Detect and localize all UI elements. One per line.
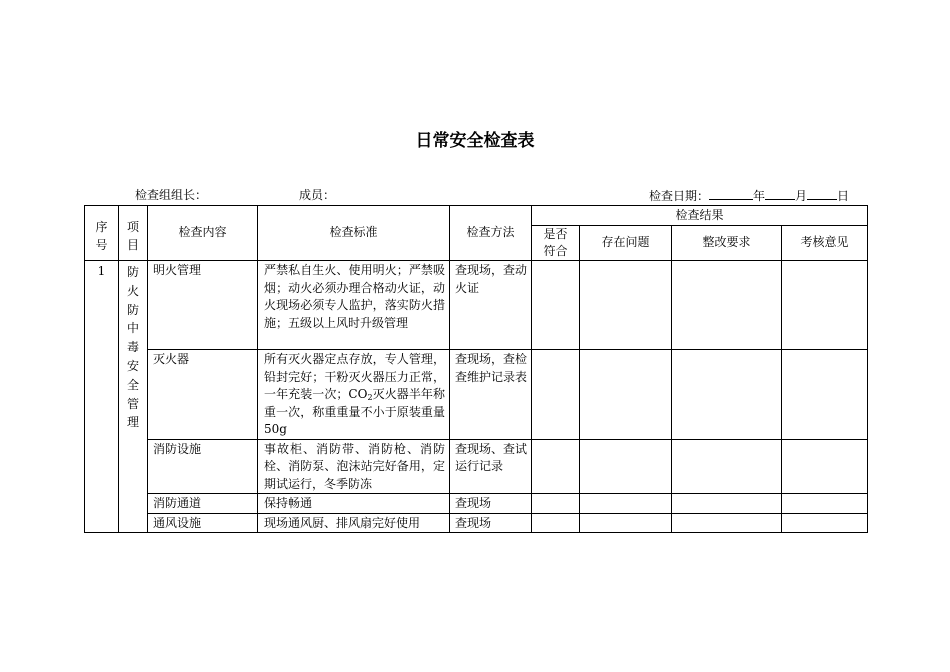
row-content: 消防设施 (148, 439, 258, 494)
rectify-cell[interactable] (672, 494, 782, 514)
problem-cell[interactable] (580, 494, 672, 514)
header-project (119, 206, 148, 261)
assess-cell[interactable] (782, 494, 868, 514)
section-seq: 1 (85, 261, 119, 533)
row-standard: 保持畅通 (258, 494, 450, 514)
inspection-table (84, 205, 868, 533)
row-standard (258, 350, 450, 440)
row-standard-subscript: 2 (367, 393, 373, 402)
header-rectify: 整改要求 (672, 226, 782, 261)
section-project-char: 防 (126, 302, 139, 317)
header-seq-char-1: 序 (95, 220, 108, 234)
header-conform-line-1: 是否 (543, 227, 568, 241)
row-method: 查现场 (450, 513, 532, 533)
row-content: 灭火器 (148, 350, 258, 440)
rectify-cell[interactable] (672, 513, 782, 533)
table-row (85, 439, 868, 494)
leader-field (135, 187, 207, 203)
date-label: 检查日期： (649, 189, 710, 203)
problem-cell[interactable] (580, 439, 672, 494)
row-method: 查现场，查动火证 (450, 261, 532, 350)
section-project-char: 安 (126, 358, 139, 373)
assess-cell[interactable] (782, 513, 868, 533)
problem-cell[interactable] (580, 350, 672, 440)
header-method: 检查方法 (450, 206, 532, 261)
section-project-char: 管 (126, 396, 139, 411)
row-method: 查现场 (450, 494, 532, 514)
rectify-cell[interactable] (672, 439, 782, 494)
rectify-cell[interactable] (672, 261, 782, 350)
year-blank (709, 187, 753, 200)
day-label: 日 (837, 189, 850, 203)
row-standard: 现场通风厨、排风扇完好使用 (258, 513, 450, 533)
header-project-char-1: 项 (126, 220, 139, 234)
table-row (85, 513, 868, 533)
conform-cell[interactable] (532, 513, 580, 533)
row-method: 查现场、查试运行记录 (450, 439, 532, 494)
row-content: 通风设施 (148, 513, 258, 533)
month-label: 月 (795, 189, 808, 203)
row-standard-part-a: 所有灭火器定点存放，专人管理，铅封完好；干粉灭火器压力正常，一年充装一次；CO (264, 352, 445, 401)
day-blank (807, 187, 837, 200)
row-content: 消防通道 (148, 494, 258, 514)
year-label: 年 (753, 189, 766, 203)
section-project-char: 理 (126, 415, 139, 430)
assess-cell[interactable] (782, 350, 868, 440)
header-row-1 (85, 206, 868, 226)
conform-cell[interactable] (532, 350, 580, 440)
row-method: 查现场，查检查维护记录表 (450, 350, 532, 440)
row-standard-part-b: 灭火器半年称重一次，称重重量不小于原装重量50g (264, 387, 445, 436)
conform-cell[interactable] (532, 261, 580, 350)
header-content: 检查内容 (148, 206, 258, 261)
table-row (85, 261, 868, 350)
section-project-char: 防 (126, 265, 139, 279)
section-project-char: 毒 (126, 340, 139, 355)
header-assess: 考核意见 (782, 226, 868, 261)
header-conform (532, 226, 580, 261)
month-blank (765, 187, 795, 200)
header-conform-line-2: 符合 (543, 244, 568, 258)
page-title: 日常安全检查表 (415, 131, 535, 151)
row-standard: 事故柜、消防带、消防枪、消防栓、消防泵、泡沫站完好备用，定期试运行，冬季防冻 (258, 439, 450, 494)
conform-cell[interactable] (532, 494, 580, 514)
header-seq-char-2: 号 (95, 238, 108, 252)
row-standard: 严禁私自生火、使用明火；严禁吸烟；动火必须办理合格动火证，动火现场必须专人监护，落实防火措施；五级以上风时升级管理 (258, 261, 450, 350)
section-project-char: 火 (126, 283, 139, 298)
leader-label: 检查组组长： (135, 188, 208, 202)
section-project-char: 中 (126, 321, 139, 336)
date-field (649, 187, 849, 204)
section-project-char: 全 (126, 377, 139, 392)
assess-cell[interactable] (782, 439, 868, 494)
header-seq (85, 206, 119, 261)
rectify-cell[interactable] (672, 350, 782, 440)
assess-cell[interactable] (782, 261, 868, 350)
conform-cell[interactable] (532, 439, 580, 494)
row-content: 明火管理 (148, 261, 258, 350)
section-project (119, 261, 148, 533)
table-row (85, 350, 868, 440)
members-field (299, 187, 335, 203)
header-standard: 检查标准 (258, 206, 450, 261)
header-result: 检查结果 (532, 206, 868, 226)
members-label: 成员： (299, 188, 336, 202)
problem-cell[interactable] (580, 261, 672, 350)
table-row (85, 494, 868, 514)
header-project-char-2: 目 (126, 238, 139, 252)
header-problem: 存在问题 (580, 226, 672, 261)
problem-cell[interactable] (580, 513, 672, 533)
